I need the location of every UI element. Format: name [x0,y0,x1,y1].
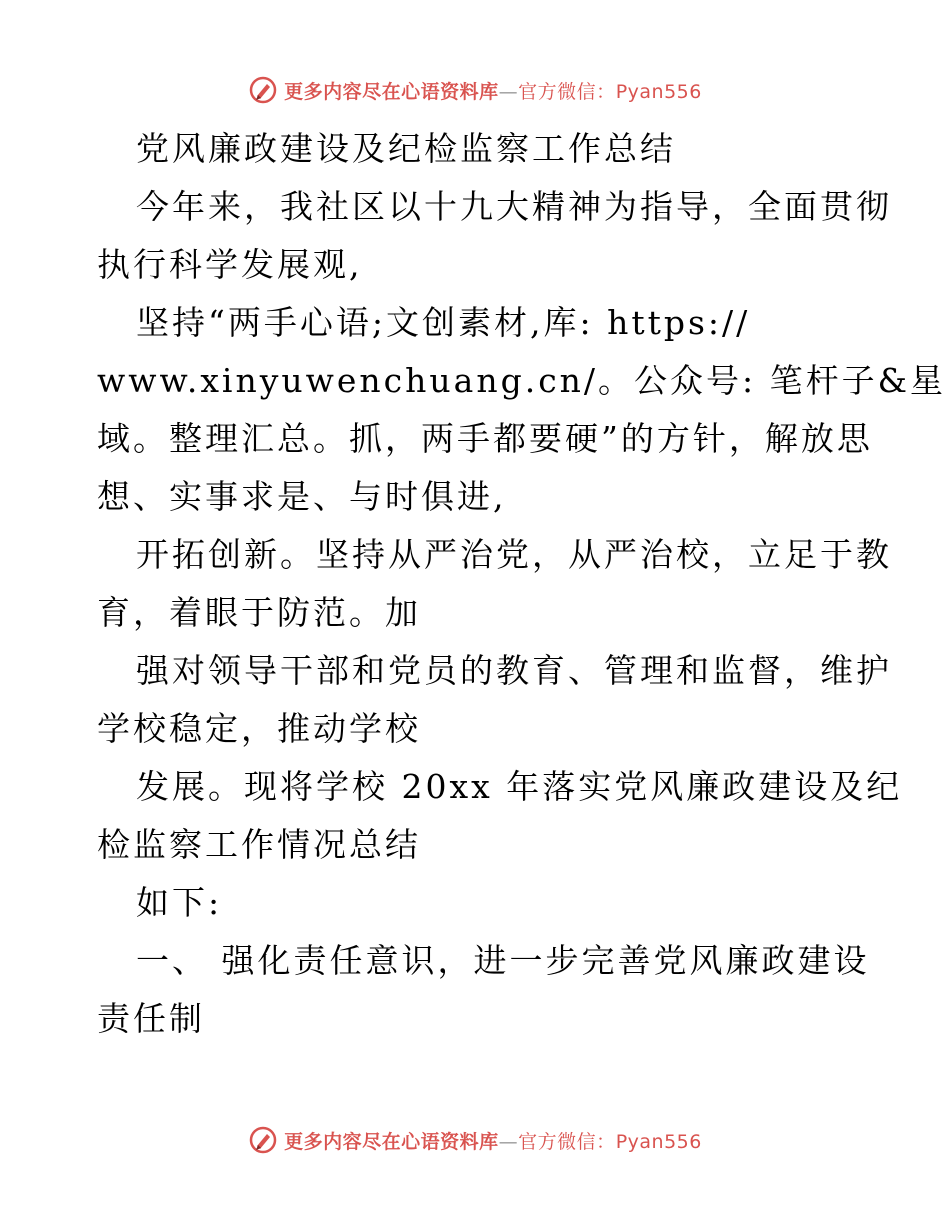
doc-line: 发展。现将学校 20xx 年落实党风廉政建设及纪 [136,767,903,806]
banner-main-text: 更多内容尽在心语资料库 [284,1130,499,1153]
banner-wechat-label: 官方微信： [518,1130,616,1153]
doc-line: 党风廉政建设及纪检监察工作总结 [136,129,676,168]
doc-line: 今年来，我社区以十九大精神为指导，全面贯彻 [136,187,892,226]
doc-line: 一、 强化责任意识，进一步完善党风廉政建设 [136,941,870,980]
header-watermark-banner [0,70,950,110]
banner-wechat-id: Pyan556 [615,80,702,103]
banner-wechat-label: 官方微信： [518,80,616,103]
document-body [97,120,947,1048]
banner-separator: — [498,1130,519,1153]
banner-separator: — [498,80,519,103]
doc-line: www.xinyuwenchuang.cn/。公众号: 笔杆子&星 [97,361,947,400]
doc-line: 坚持“两手心语;文创素材,库: https:// [136,303,751,342]
banner-main-text: 更多内容尽在心语资料库 [284,80,499,103]
doc-line: 执行科学发展观, [97,245,363,284]
doc-line: 检监察工作情况总结 [97,825,421,864]
banner-text [284,77,702,104]
doc-line: 开拓创新。坚持从严治党，从严治校，立足于教 [136,535,892,574]
doc-line: 如下: [136,883,223,922]
doc-line: 责任制 [97,999,205,1038]
doc-line: 强对领导干部和党员的教育、管理和监督，维护 [136,651,892,690]
banner-text [284,1127,702,1154]
doc-line: 育，着眼于防范。加 [97,593,421,632]
doc-line: 域。整理汇总。抓，两手都要硬”的方针，解放思 [97,419,873,458]
banner-wechat-id: Pyan556 [615,1130,702,1153]
pen-circle-logo-icon [248,1125,278,1155]
doc-line: 想、实事求是、与时俱进, [97,477,507,516]
footer-watermark-banner [0,1120,950,1160]
doc-line: 学校稳定，推动学校 [97,709,421,748]
pen-circle-logo-icon [248,75,278,105]
